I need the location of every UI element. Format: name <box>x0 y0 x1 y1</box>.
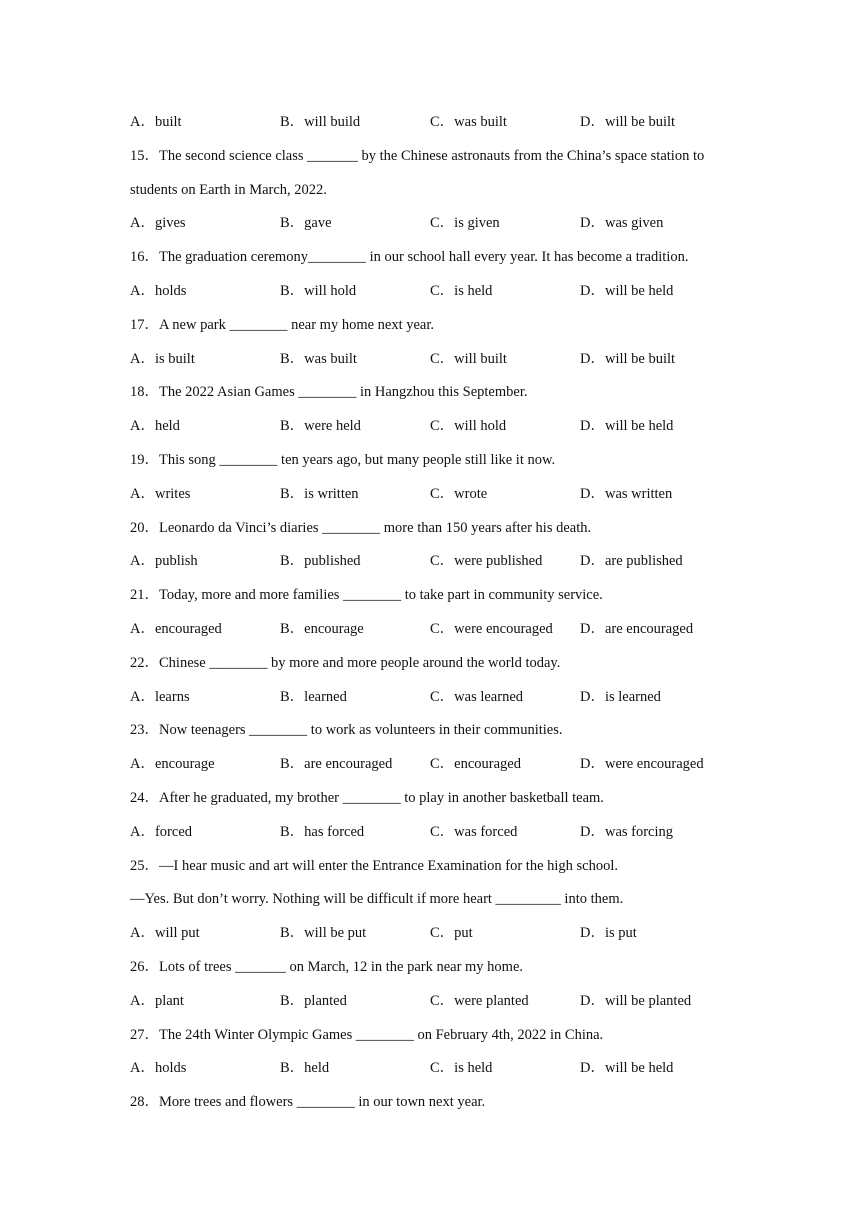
option-b: B．learned <box>280 688 347 705</box>
option-a: A．encouraged <box>130 620 222 637</box>
option-b: B．held <box>280 1060 330 1077</box>
answer-options-row <box>130 549 740 583</box>
answer-options-row <box>130 211 740 245</box>
option-a: A．gives <box>130 215 186 232</box>
option-c: C．is held <box>430 282 493 299</box>
question-text-line: 19．This song ________ ten years ago, but many people still like it now. <box>130 451 556 468</box>
option-b: B．planted <box>280 992 347 1009</box>
option-c: C．was built <box>430 114 507 130</box>
question-text-line: 17．A new park ________ near my home next year. <box>130 316 435 333</box>
option-c: C．is given <box>430 215 500 232</box>
question-list <box>130 110 740 1124</box>
option-b: B．published <box>280 553 361 570</box>
answer-options-row <box>130 921 740 955</box>
answer-options-row <box>130 482 740 516</box>
option-b: B．were held <box>280 418 361 435</box>
answer-options-row <box>130 347 740 381</box>
question-text-line: 23．Now teenagers ________ to work as volunteers in their communities. <box>130 722 563 739</box>
option-d: D．is learned <box>580 688 661 705</box>
answer-options-row <box>130 989 740 1023</box>
option-b: B．are encouraged <box>280 756 393 773</box>
option-d: D．was forcing <box>580 823 674 840</box>
question-text-line: 21．Today, more and more families ________ to take part in community service. <box>130 587 603 604</box>
option-d: D．was given <box>580 215 664 232</box>
question-text-line: —Yes. But don’t worry. Nothing will be difficult if more heart _________ into them. <box>130 891 624 908</box>
option-a: A．forced <box>130 823 193 840</box>
option-d: D．will be held <box>580 418 674 435</box>
answer-options-row <box>130 1056 740 1090</box>
option-c: C．were published <box>430 553 543 570</box>
answer-options-row <box>130 752 740 786</box>
question-text-line: 15．The second science class _______ by the Chinese astronauts from the China’s space station to <box>130 147 705 164</box>
option-c: C．was forced <box>430 823 518 840</box>
answer-options-row <box>130 279 740 313</box>
option-b: B．was built <box>280 350 357 367</box>
question-text-line: 28．More trees and flowers ________ in our town next year. <box>130 1094 486 1111</box>
answer-options-row <box>130 685 740 719</box>
option-c: C．put <box>430 925 473 942</box>
answer-options-row <box>130 110 740 144</box>
option-c: C．will built <box>430 350 507 367</box>
option-a: A．plant <box>130 992 184 1009</box>
option-a: A．holds <box>130 1060 187 1077</box>
option-b: B．encourage <box>280 620 364 637</box>
option-b: B．will build <box>280 114 361 130</box>
option-c: C．wrote <box>430 485 488 502</box>
option-d: D．will be held <box>580 1060 674 1077</box>
option-b: B．will hold <box>280 282 357 299</box>
option-a: A．built <box>130 114 182 130</box>
option-a: A．publish <box>130 553 198 570</box>
option-b: B．gave <box>280 215 332 232</box>
question-text-line: 27．The 24th Winter Olympic Games ________ on February 4th, 2022 in China. <box>130 1026 604 1043</box>
option-a: A．writes <box>130 485 191 502</box>
question-text-line: 20．Leonardo da Vinci’s diaries ________ more than 150 years after his death. <box>130 519 592 536</box>
option-b: B．will be put <box>280 925 367 942</box>
option-d: D．will be built <box>580 114 676 130</box>
answer-options-row <box>130 617 740 651</box>
option-a: A．held <box>130 418 180 435</box>
option-b: B．is written <box>280 485 359 502</box>
option-d: D．are published <box>580 553 683 570</box>
question-text-line: 25．—I hear music and art will enter the Entrance Examination for the high school. <box>130 857 619 874</box>
option-d: D．is put <box>580 925 637 942</box>
option-a: A．holds <box>130 282 187 299</box>
option-d: D．will be built <box>580 350 676 367</box>
question-text-line: 24．After he graduated, my brother ________ to play in another basketball team. <box>130 789 604 806</box>
option-d: D．were encouraged <box>580 756 704 773</box>
question-text-line: 22．Chinese ________ by more and more people around the world today. <box>130 654 561 671</box>
option-c: C．were encouraged <box>430 620 553 637</box>
option-c: C．encouraged <box>430 756 521 773</box>
answer-options-row <box>130 820 740 854</box>
question-text-line: students on Earth in March, 2022. <box>130 181 327 198</box>
option-a: A．will put <box>130 925 200 942</box>
option-c: C．were planted <box>430 992 529 1009</box>
question-text-line: 26．Lots of trees _______ on March, 12 in the park near my home. <box>130 958 524 975</box>
option-d: D．was written <box>580 485 673 502</box>
answer-options-row <box>130 414 740 448</box>
option-c: C．will hold <box>430 418 507 435</box>
option-c: C．was learned <box>430 688 524 705</box>
option-a: A．learns <box>130 688 190 705</box>
option-d: D．will be planted <box>580 992 692 1009</box>
option-a: A．encourage <box>130 756 215 773</box>
option-a: A．is built <box>130 350 195 367</box>
question-text-line: 16．The graduation ceremony________ in our school hall every year. It has become a tradition. <box>130 249 689 266</box>
question-text-line: 18．The 2022 Asian Games ________ in Hangzhou this September. <box>130 384 528 401</box>
option-c: C．is held <box>430 1060 493 1077</box>
option-b: B．has forced <box>280 823 365 840</box>
option-d: D．will be held <box>580 282 674 299</box>
option-d: D．are encouraged <box>580 620 694 637</box>
